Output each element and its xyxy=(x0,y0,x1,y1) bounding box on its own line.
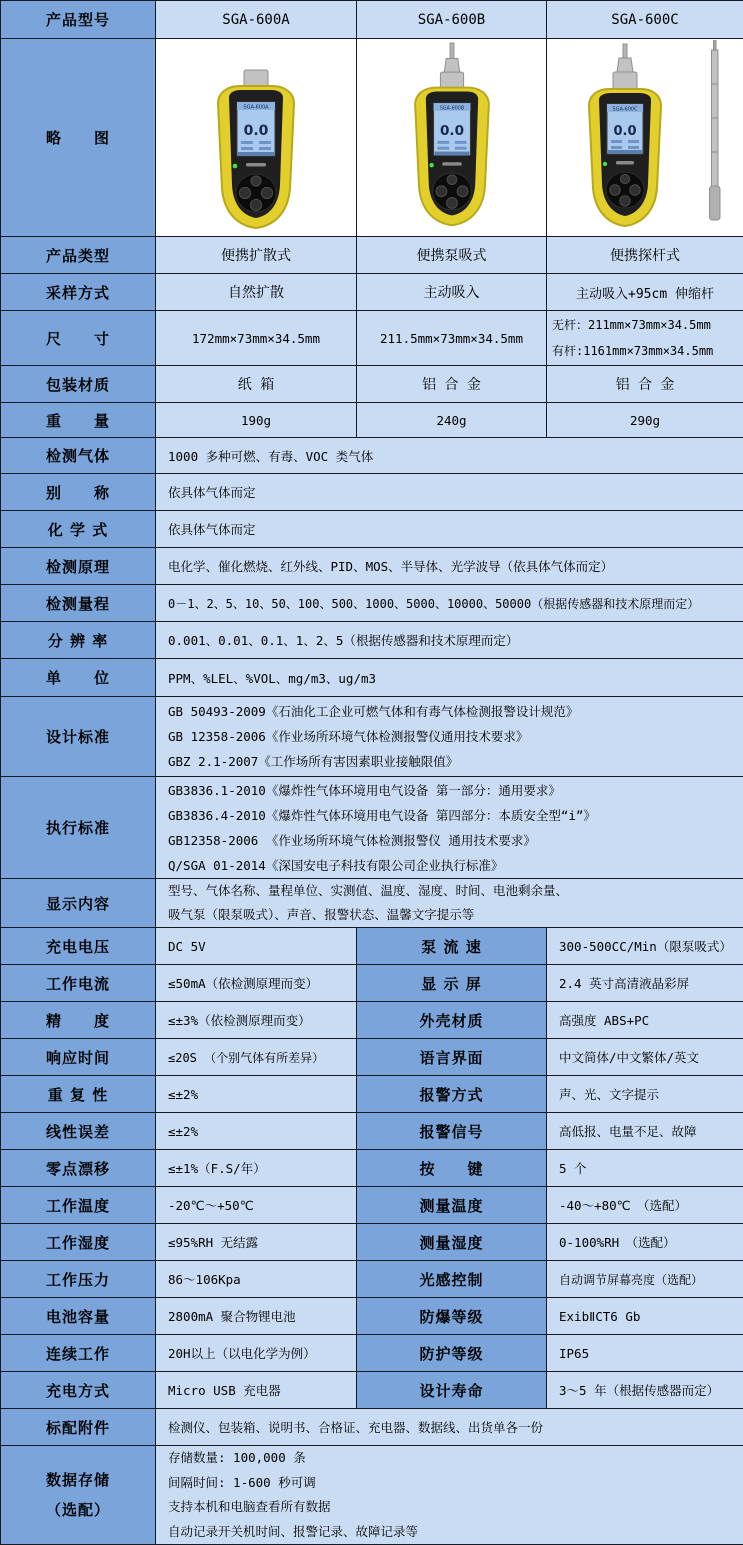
table-row xyxy=(1,548,743,585)
cell-value: 2.4 英寸高清液晶彩屏 xyxy=(547,965,743,1002)
cell-value: IP65 xyxy=(547,1335,743,1372)
row-label-accessories: 标配附件 xyxy=(1,1409,156,1446)
table-row xyxy=(1,1446,743,1545)
row-label: 按 键 xyxy=(357,1150,547,1187)
table-row xyxy=(1,879,743,928)
cell-value: 0－1、2、5、10、50、100、500、1000、5000、10000、50000（根据传感器和技术原理而定） xyxy=(156,585,743,622)
row-label: 精 度 xyxy=(1,1002,156,1039)
row-label-design-standard: 设计标准 xyxy=(1,697,156,777)
data-storage-label-line2: （选配） xyxy=(1,1495,155,1525)
cell-value: 依具体气体而定 xyxy=(156,511,743,548)
device-sga-600a-image xyxy=(158,40,354,236)
row-label: 语言界面 xyxy=(357,1039,547,1076)
cell-value: ≤50mA（依检测原理而变） xyxy=(156,965,357,1002)
row-label: 重 量 xyxy=(1,403,156,438)
cell-value: PPM、%LEL、%VOL、mg/m3、ug/m3 xyxy=(156,659,743,697)
power-led xyxy=(233,163,238,168)
row-label: 尺 寸 xyxy=(1,311,156,366)
table-row xyxy=(1,474,743,511)
standard-line: GB12358-2006 《作业场所环境气体检测报警仪 通用技术要求》 xyxy=(168,828,739,853)
row-label: 响应时间 xyxy=(1,1039,156,1076)
row-label: 别 称 xyxy=(1,474,156,511)
table-row xyxy=(1,777,743,879)
row-label: 工作压力 xyxy=(1,1261,156,1298)
display-line: 型号、气体名称、量程单位、实测值、温度、湿度、时间、电池剩余量、 xyxy=(168,879,739,903)
cell-value: -20℃～+50℃ xyxy=(156,1187,357,1224)
cell-value: 铝 合 金 xyxy=(357,366,547,403)
device-image-cell-a xyxy=(156,39,357,237)
table-row xyxy=(1,274,743,311)
cell-value: 铝 合 金 xyxy=(547,366,743,403)
cell-value: 0.001、0.01、0.1、1、2、5（根据传感器和技术原理而定） xyxy=(156,622,743,659)
row-label: 报警信号 xyxy=(357,1113,547,1150)
screen-reading-b: 0.0 xyxy=(440,123,464,139)
table-row xyxy=(1,403,743,438)
standard-line: GB 12358-2006《作业场所环境气体检测报警仪通用技术要求》 xyxy=(168,724,739,749)
model-name-c: SGA-600C xyxy=(547,1,743,39)
standard-line: GB3836.4-2010《爆炸性气体环境用电气设备 第四部分：本质安全型“i”》 xyxy=(168,803,739,828)
table-row xyxy=(1,1224,743,1261)
row-label: 报警方式 xyxy=(357,1076,547,1113)
row-label: 电池容量 xyxy=(1,1298,156,1335)
cell-value: 主动吸入 xyxy=(357,274,547,311)
cell-value: 5 个 xyxy=(547,1150,743,1187)
row-label: 产品类型 xyxy=(1,237,156,274)
row-label: 工作电流 xyxy=(1,965,156,1002)
screen-reading-a: 0.0 xyxy=(244,123,269,139)
screen-title-a: SGA-600A xyxy=(243,104,269,110)
row-label-product-model: 产品型号 xyxy=(1,1,156,39)
row-label-data-storage xyxy=(1,1446,156,1545)
row-label: 连续工作 xyxy=(1,1335,156,1372)
display-line: 吸气泵（限泵吸式）、声音、报警状态、温馨文字提示等 xyxy=(168,903,739,927)
cell-value: 检测仪、包装箱、说明书、合格证、充电器、数据线、出货单各一份 xyxy=(156,1409,743,1446)
table-row xyxy=(1,928,743,965)
cell-value: 高低报、电量不足、故障 xyxy=(547,1113,743,1150)
cell-value: 电化学、催化燃烧、红外线、PID、MOS、半导体、光学波导（依具体气体而定） xyxy=(156,548,743,585)
header-row xyxy=(1,1,743,39)
cell-value: 自然扩散 xyxy=(156,274,357,311)
row-label: 光感控制 xyxy=(357,1261,547,1298)
screen-title-c: SGA-600C xyxy=(612,106,638,112)
cell-value: 便携探杆式 xyxy=(547,237,743,274)
row-label: 充电方式 xyxy=(1,1372,156,1409)
power-led xyxy=(429,162,433,166)
device-sga-600c-image xyxy=(547,40,743,236)
telescopic-rod xyxy=(710,40,721,220)
table-row xyxy=(1,1261,743,1298)
row-label: 显 示 屏 xyxy=(357,965,547,1002)
table-row xyxy=(1,585,743,622)
device-image-cell-b xyxy=(357,39,547,237)
cell-value: ≤±2% xyxy=(156,1113,357,1150)
row-label: 检测原理 xyxy=(1,548,156,585)
cell-value xyxy=(156,879,743,928)
cell-value: ExibⅡCT6 Gb xyxy=(547,1298,743,1335)
table-row xyxy=(1,366,743,403)
cell-value: 自动调节屏幕亮度（选配） xyxy=(547,1261,743,1298)
table-row xyxy=(1,1409,743,1446)
row-label-sketch: 略 图 xyxy=(1,39,156,237)
sketch-row xyxy=(1,39,743,237)
storage-line: 存储数量: 100,000 条 xyxy=(168,1446,739,1471)
cell-value: 1000 多种可燃、有毒、VOC 类气体 xyxy=(156,438,743,474)
device-image-cell-c xyxy=(547,39,743,237)
cell-value: 2800mA 聚合物锂电池 xyxy=(156,1298,357,1335)
table-row xyxy=(1,237,743,274)
table-row xyxy=(1,1335,743,1372)
table-row xyxy=(1,1113,743,1150)
cell-value: 高强度 ABS+PC xyxy=(547,1002,743,1039)
dim-line-with-rod: 有杆:1161mm×73mm×34.5mm xyxy=(552,338,741,364)
row-label: 测量湿度 xyxy=(357,1224,547,1261)
cell-value: ≤20S （个别气体有所差异） xyxy=(156,1039,357,1076)
cell-value: 20H以上（以电化学为例） xyxy=(156,1335,357,1372)
cell-value: -40～+80℃ （选配） xyxy=(547,1187,743,1224)
row-label: 设计寿命 xyxy=(357,1372,547,1409)
standard-line: Q/SGA 01-2014《深国安电子科技有限公司企业执行标准》 xyxy=(168,853,739,878)
cell-value: 依具体气体而定 xyxy=(156,474,743,511)
cell-value: 300-500CC/Min（限泵吸式） xyxy=(547,928,743,965)
cell-value: 3～5 年（根据传感器而定） xyxy=(547,1372,743,1409)
cell-value: 0-100%RH （选配） xyxy=(547,1224,743,1261)
row-label: 检测量程 xyxy=(1,585,156,622)
cell-value xyxy=(156,1446,743,1545)
cell-value: 211.5mm×73mm×34.5mm xyxy=(357,311,547,366)
table-row xyxy=(1,659,743,697)
cell-value: ≤95%RH 无结露 xyxy=(156,1224,357,1261)
table-row xyxy=(1,1039,743,1076)
row-label: 工作温度 xyxy=(1,1187,156,1224)
standard-line: GB3836.1-2010《爆炸性气体环境用电气设备 第一部分：通用要求》 xyxy=(168,778,739,803)
table-row xyxy=(1,1187,743,1224)
table-row xyxy=(1,1372,743,1409)
cell-value: 290g xyxy=(547,403,743,438)
screen-reading-c: 0.0 xyxy=(613,124,636,139)
row-label: 泵 流 速 xyxy=(357,928,547,965)
table-row xyxy=(1,311,743,366)
dim-line-no-rod: 无杆：211mm×73mm×34.5mm xyxy=(552,312,741,338)
row-label: 零点漂移 xyxy=(1,1150,156,1187)
cell-value: 172mm×73mm×34.5mm xyxy=(156,311,357,366)
row-label: 采样方式 xyxy=(1,274,156,311)
row-label: 重 复 性 xyxy=(1,1076,156,1113)
cell-value: 中文简体/中文繁体/英文 xyxy=(547,1039,743,1076)
cell-value: 86～106Kpa xyxy=(156,1261,357,1298)
cell-value xyxy=(156,777,743,879)
table-row xyxy=(1,438,743,474)
row-label: 外壳材质 xyxy=(357,1002,547,1039)
row-label: 防护等级 xyxy=(357,1335,547,1372)
cell-value xyxy=(156,697,743,777)
cell-value: ≤±3%（依检测原理而变） xyxy=(156,1002,357,1039)
row-label: 单 位 xyxy=(1,659,156,697)
device-sga-600b-image xyxy=(357,40,547,236)
table-row xyxy=(1,511,743,548)
cell-value: 主动吸入+95cm 伸缩杆 xyxy=(547,274,743,311)
data-storage-label-line1: 数据存储 xyxy=(1,1465,155,1495)
storage-line: 间隔时间: 1-600 秒可调 xyxy=(168,1471,739,1496)
cell-value: 便携扩散式 xyxy=(156,237,357,274)
cell-value: 纸 箱 xyxy=(156,366,357,403)
table-row xyxy=(1,1002,743,1039)
standard-line: GB 50493-2009《石油化工企业可燃气体和有毒气体检测报警设计规范》 xyxy=(168,699,739,724)
cell-value: 声、光、文字提示 xyxy=(547,1076,743,1113)
power-led xyxy=(603,161,607,165)
row-label: 测量温度 xyxy=(357,1187,547,1224)
row-label: 化 学 式 xyxy=(1,511,156,548)
screen-title-b: SGA-600B xyxy=(440,105,464,111)
row-label: 充电电压 xyxy=(1,928,156,965)
cell-value: ≤±2% xyxy=(156,1076,357,1113)
cell-value: DC 5V xyxy=(156,928,357,965)
cell-value: Micro USB 充电器 xyxy=(156,1372,357,1409)
cell-value: 190g xyxy=(156,403,357,438)
row-label: 包装材质 xyxy=(1,366,156,403)
table-row xyxy=(1,697,743,777)
storage-line: 自动记录开关机时间、报警记录、故障记录等 xyxy=(168,1520,739,1545)
table-row xyxy=(1,1076,743,1113)
cell-value xyxy=(547,311,743,366)
row-label-display-content: 显示内容 xyxy=(1,879,156,928)
table-row xyxy=(1,622,743,659)
row-label-exec-standard: 执行标准 xyxy=(1,777,156,879)
row-label: 防爆等级 xyxy=(357,1298,547,1335)
table-row xyxy=(1,1150,743,1187)
cell-value: ≤±1%（F.S/年） xyxy=(156,1150,357,1187)
cell-value: 240g xyxy=(357,403,547,438)
storage-line: 支持本机和电脑查看所有数据 xyxy=(168,1495,739,1520)
table-row xyxy=(1,965,743,1002)
model-name-b: SGA-600B xyxy=(357,1,547,39)
model-name-a: SGA-600A xyxy=(156,1,357,39)
cell-value: 便携泵吸式 xyxy=(357,237,547,274)
row-label: 线性误差 xyxy=(1,1113,156,1150)
row-label: 分 辨 率 xyxy=(1,622,156,659)
table-row xyxy=(1,1298,743,1335)
row-label: 检测气体 xyxy=(1,438,156,474)
row-label: 工作湿度 xyxy=(1,1224,156,1261)
standard-line: GBZ 2.1-2007《工作场所有害因素职业接触限值》 xyxy=(168,749,739,774)
